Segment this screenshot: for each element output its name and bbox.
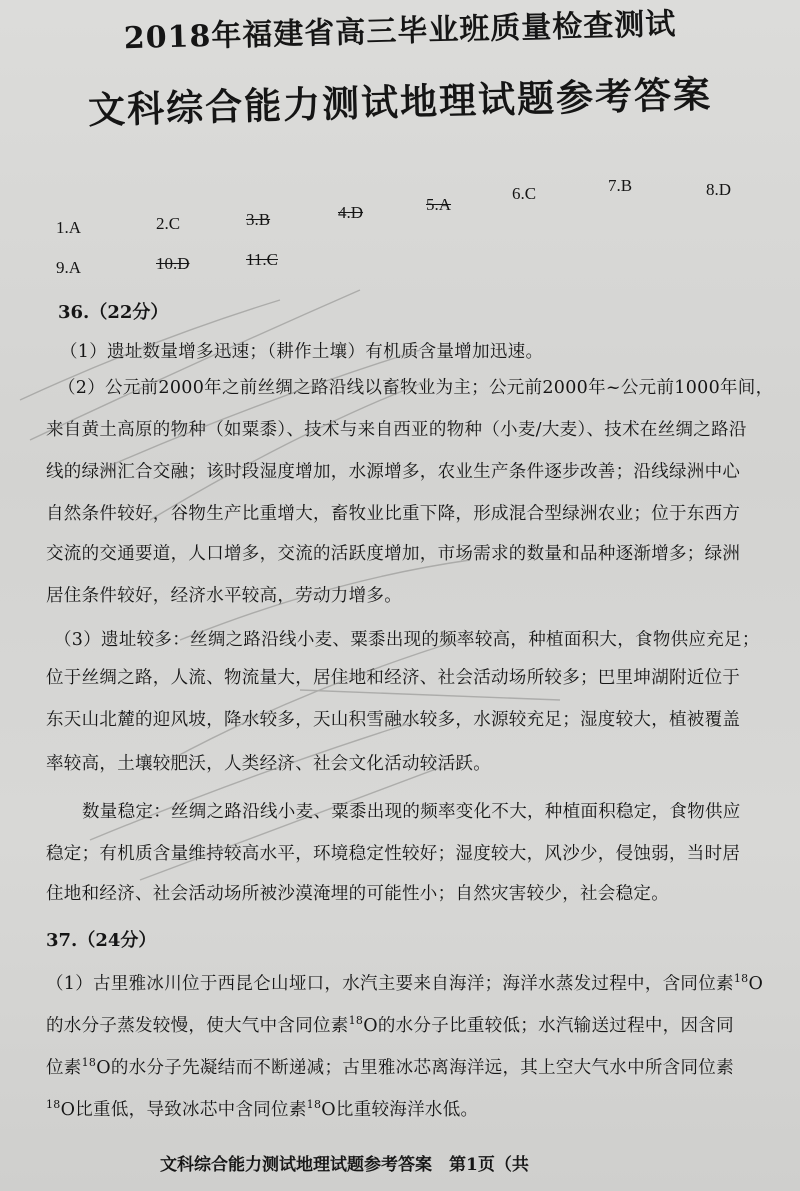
q36-p3-line2: 位于丝绸之路，人流、物流量大，居住地和经济、社会活动场所较多；巴里坤湖附近位于 [46, 668, 741, 688]
q36-p2-line5: 交流的交通要道，人口增多，交流的活跃度增加，市场需求的数量和品种逐渐增多；绿洲 [46, 544, 741, 564]
exam-title: 2018年福建省高三毕业班质量检查测试 [123, 6, 677, 57]
answer-11: 11.C [246, 250, 278, 269]
q37-p1-line3: 位素$^{18}$O的水分子先凝结而不断递减；古里雅冰芯离海洋远，其上空大气水中所含同位素 [46, 1056, 734, 1078]
q37-p1-line4: $^{18}$O比重低，导致冰芯中含同位素$^{18}$O比重较海洋水低。 [46, 1098, 479, 1120]
q36-p2-line1: （2）公元前2000年之前丝绸之路沿线以畜牧业为主；公元前2000年~公元前1000年间， [58, 378, 774, 398]
q36-p2-line2: 来自黄土高原的物种（如粟黍）、技术与来自西亚的物种（小麦/大麦）、技术在丝绸之路沿 [46, 420, 747, 440]
answer-3: 3.B [246, 210, 271, 229]
q36-p3-line4: 率较高，土壤较肥沃，人类经济、社会文化活动较活跃。 [46, 754, 491, 774]
q36-p3-line1: （3）遗址较多：丝绸之路沿线小麦、粟黍出现的频率较高，种植面积大，食物供应充足； [54, 630, 760, 650]
answer-1: 1.A [56, 218, 82, 237]
q36-p4-line1: 数量稳定：丝绸之路沿线小麦、粟黍出现的频率变化不大，种植面积稳定，食物供应 [82, 802, 741, 822]
q37-p1-line1: （1）古里雅冰川位于西昆仑山垭口，水汽主要来自海洋；海洋水蒸发过程中，含同位素$^{18}$O [46, 972, 764, 994]
answer-8: 8.D [706, 180, 732, 199]
q36-part1: （1）遗址数量增多迅速；（耕作土壤）有机质含量增加迅速。 [60, 342, 544, 362]
answer-7: 7.B [608, 176, 633, 195]
q36-p2-line6: 居住条件较好，经济水平较高，劳动力增多。 [46, 586, 402, 606]
q37-p1-line2: 的水分子蒸发较慢，使大气中含同位素$^{18}$O的水分子比重较低；水汽输送过程中，因含同 [46, 1014, 734, 1036]
q36-p2-line4: 自然条件较好，谷物生产比重增大，畜牧业比重下降，形成混合型绿洲农业；位于东西方 [46, 504, 741, 524]
answer-6: 6.C [512, 184, 537, 203]
answer-10: 10.D [156, 254, 190, 273]
answer-4: 4.D [338, 203, 364, 222]
q37-header: 37.（24分） [46, 930, 157, 951]
q36-p4-line2: 稳定；有机质含量维持较高水平，环境稳定性较好；湿度较大，风沙少，侵蚀弱，当时居 [46, 844, 741, 864]
q36-header: 36.（22分） [58, 302, 169, 323]
answer-2: 2.C [156, 214, 181, 233]
answer-5: 5.A [426, 195, 452, 214]
answer-key-title: 文科综合能力测试地理试题参考答案 [87, 71, 713, 133]
q36-p4-line3: 住地和经济、社会活动场所被沙漠淹埋的可能性小；自然灾害较少，社会稳定。 [46, 884, 669, 904]
answer-9: 9.A [56, 258, 82, 277]
q36-p3-line3: 东天山北麓的迎风坡，降水较多，天山积雪融水较多，水源较充足；湿度较大，植被覆盖 [46, 710, 741, 730]
q36-p2-line3: 线的绿洲汇合交融；该时段湿度增加，水源增多，农业生产条件逐步改善；沿线绿洲中心 [46, 462, 741, 482]
page-footer: 文科综合能力测试地理试题参考答案 第1页（共 [160, 1155, 529, 1175]
